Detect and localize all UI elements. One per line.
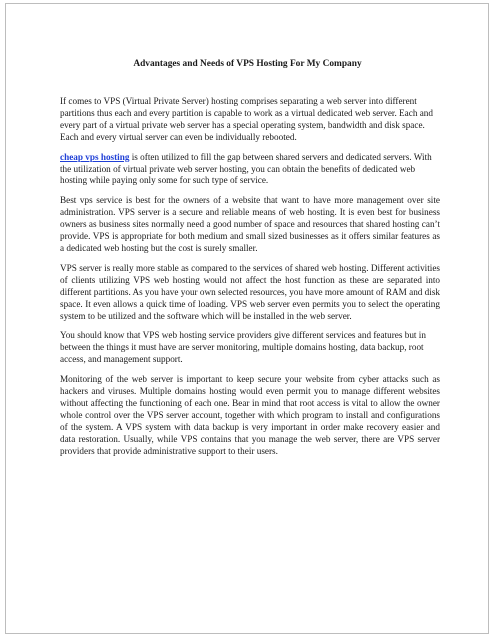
- document-title: Advantages and Needs of VPS Hosting For My Company: [133, 59, 362, 69]
- paragraph-3: Best vps service is best for the owners of a website that want to have more management over site administration. VPS server is a secure and reliable means of web hosting. It is even best for business owners as business sites normally need a good number of space and resources that shared hosting can’t provide. VPS is appropriate for both medium and small sized businesses as it offers similar features as a dedicated web hosting but the cost is surely smaller.: [60, 195, 440, 253]
- paragraph-6: Monitoring of the web server is important to keep secure your website from cyber attacks such as hackers and viruses. Multiple domains hosting would even permit you to manage different websites without affecting the functioning of each one. Bear in mind that root access is vital to allow the owner whole control over the VPS server account, together with which program to install and configurations of the system. A VPS system with data backup is very important in order make recovery easier and data restoration. Usually, while VPS contains that you manage the web server, there are VPS server providers that provide administrative support to their users.: [60, 374, 440, 456]
- paragraph-2-text: is often utilized to fill the gap between shared servers and dedicated servers. With the utilization of virtual private web server hosting, you can obtain the benefits of dedicated web hosting while paying only some for such type of service.: [60, 151, 432, 186]
- paragraph-5: You should know that VPS web hosting service providers give different services and features but in between the things it must have are server monitoring, multiple domains hosting, data backup, root access, and management support.: [60, 330, 426, 365]
- cheap-vps-hosting-link[interactable]: cheap vps hosting: [60, 151, 130, 162]
- paragraph-1: If comes to VPS (Virtual Private Server) hosting comprises separating a web server into different partitions thus each and every partition is capable to work as a virtual dedicated web server. Each and every part of a virtual private web server has a special operating system, bandwidth and disk space. Each and every virtual server can even be individually rebooted.: [60, 96, 433, 142]
- paragraph-2: [60, 152, 440, 188]
- paragraph-4: VPS server is really more stable as compared to the services of shared web hosting. Different activities of clients utilizing VPS web hosting would not affect the host function as these are separated into different partitions. As you have your own selected resources, you have more amount of RAM and disk space. It even allows a quick time of loading. VPS web server even permits you to select the operating system to be utilized and the software which will be installed in the web server.: [60, 262, 441, 321]
- document-body: [60, 96, 440, 465]
